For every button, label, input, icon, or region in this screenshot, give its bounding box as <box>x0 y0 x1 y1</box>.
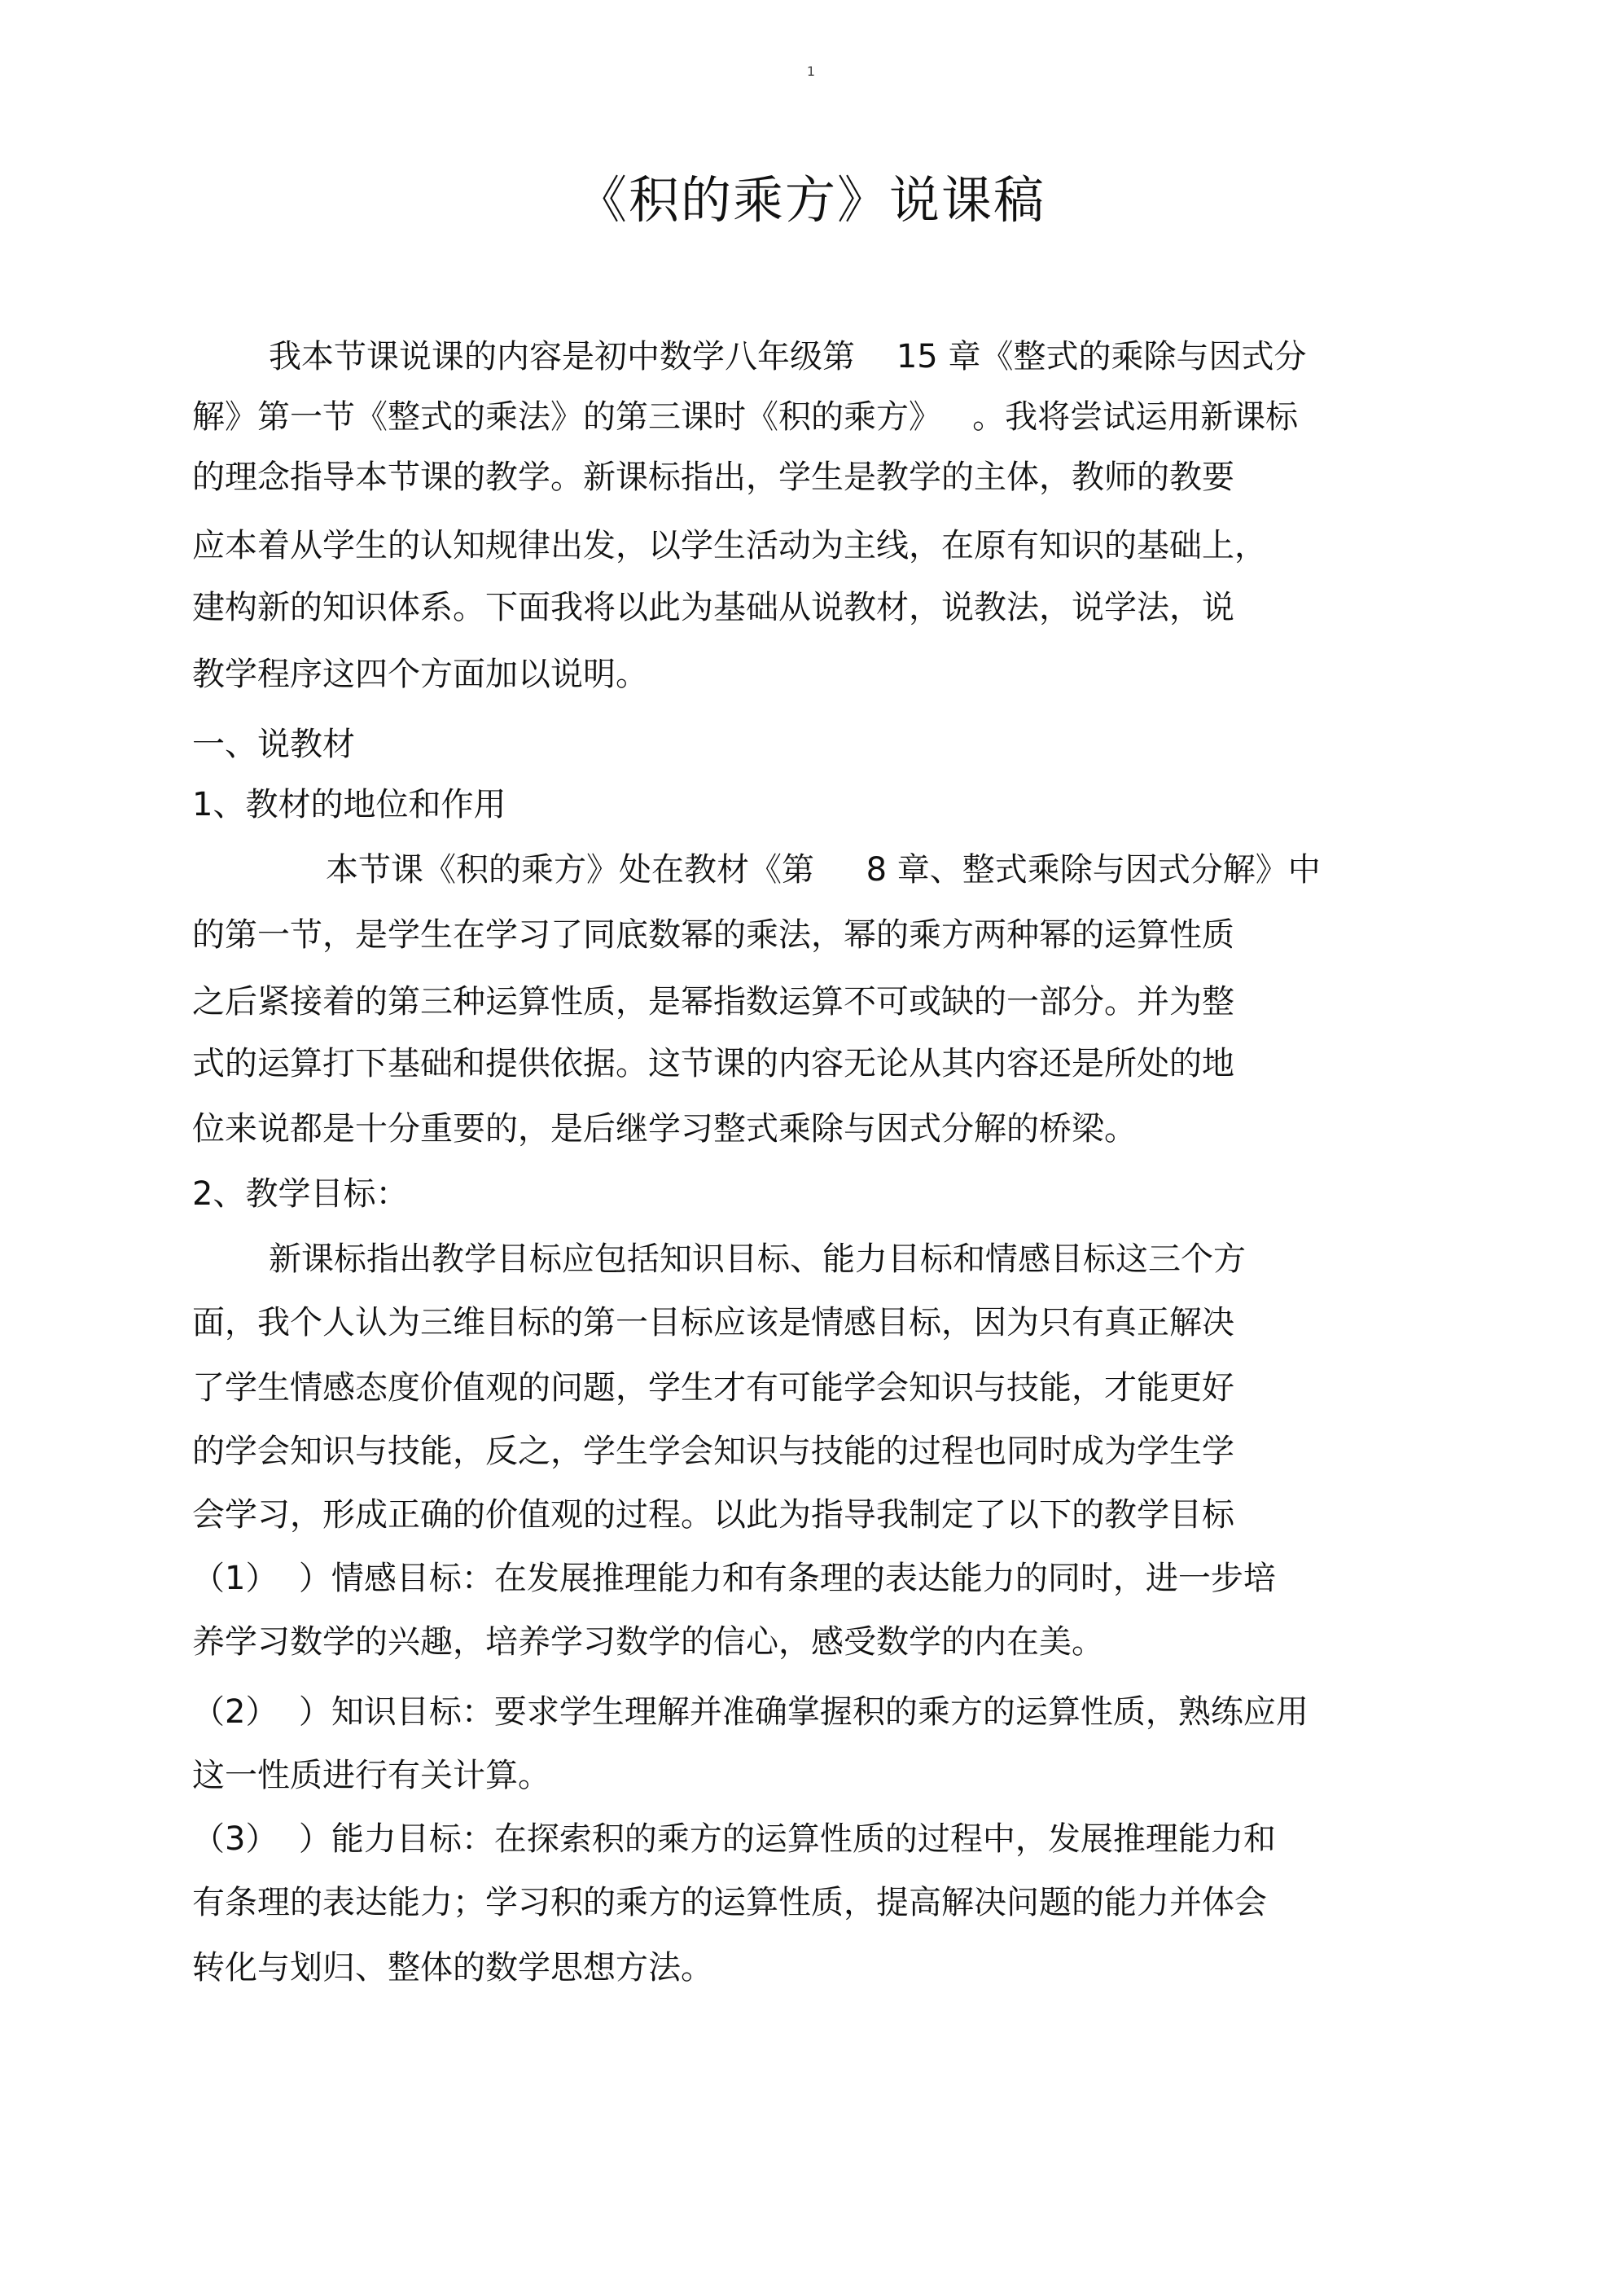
document-title: 《积的乘方》说课稿 <box>576 170 1046 230</box>
paragraph-line: 有条理的表达能力；学习积的乘方的运算性质，提高解决问题的能力并体会 <box>192 1884 1267 1921</box>
paragraph-line: 的学会知识与技能，反之，学生学会知识与技能的过程也同时成为学生学 <box>192 1433 1234 1470</box>
subsection-heading: 1、教材的地位和作用 <box>192 786 506 823</box>
paragraph-line: 会学习，形成正确的价值观的过程。以此为指导我制定了以下的教学目标 <box>192 1496 1234 1534</box>
paragraph-line: 建构新的知识体系。下面我将以此为基础从说教材，说教法，说学法，说 <box>192 589 1234 626</box>
goal-item: （1） ）情感目标：在发展推理能力和有条理的表达能力的同时，进一步培 <box>192 1560 1276 1597</box>
paragraph-line: 我本节课说课的内容是初中数学八年级第 15 章《整式的乘除与因式分 <box>269 338 1307 375</box>
paragraph-line: 解》第一节《整式的乘法》的第三课时《积的乘方》 。我将尝试运用新课标 <box>192 398 1299 436</box>
paragraph-line: 新课标指出教学目标应包括知识目标、能力目标和情感目标这三个方 <box>269 1240 1246 1278</box>
paragraph-line: 面，我个人认为三维目标的第一目标应该是情感目标，因为只有真正解决 <box>192 1304 1234 1341</box>
subsection-heading: 2、教学目标： <box>192 1175 409 1213</box>
paragraph-line: 转化与划归、整体的数学思想方法。 <box>192 1949 713 1987</box>
goal-item: （3） ）能力目标：在探索积的乘方的运算性质的过程中，发展推理能力和 <box>192 1820 1276 1858</box>
paragraph-line: 应本着从学生的认知规律出发，以学生活动为主线，在原有知识的基础上， <box>192 527 1267 564</box>
page-number: 1 <box>806 64 816 79</box>
paragraph-line: 位来说都是十分重要的，是后继学习整式乘除与因式分解的桥梁。 <box>192 1110 1137 1148</box>
paragraph-line: 之后紧接着的第三种运算性质，是幂指数运算不可或缺的一部分。并为整 <box>192 983 1234 1021</box>
goal-item: （2） ）知识目标：要求学生理解并准确掌握积的乘方的运算性质，熟练应用 <box>192 1693 1309 1731</box>
paragraph-line: 的第一节，是学生在学习了同底数幂的乘法，幂的乘方两种幂的运算性质 <box>192 916 1234 954</box>
paragraph-line: 养学习数学的兴趣，培养学习数学的信心，感受数学的内在美。 <box>192 1623 1104 1661</box>
paragraph-line: 式的运算打下基础和提供依据。这节课的内容无论从其内容还是所处的地 <box>192 1045 1234 1082</box>
paragraph-line: 这一性质进行有关计算。 <box>192 1757 550 1794</box>
paragraph-line: 了学生情感态度价值观的问题，学生才有可能学会知识与技能，才能更好 <box>192 1369 1234 1407</box>
section-heading: 一、说教材 <box>192 726 355 763</box>
paragraph-line: 本节课《积的乘方》处在教材《第 8 章、整式乘除与因式分解》中 <box>326 851 1321 889</box>
paragraph-line: 教学程序这四个方面加以说明。 <box>192 656 648 693</box>
paragraph-line: 的理念指导本节课的教学。新课标指出，学生是教学的主体，教师的教要 <box>192 459 1234 496</box>
